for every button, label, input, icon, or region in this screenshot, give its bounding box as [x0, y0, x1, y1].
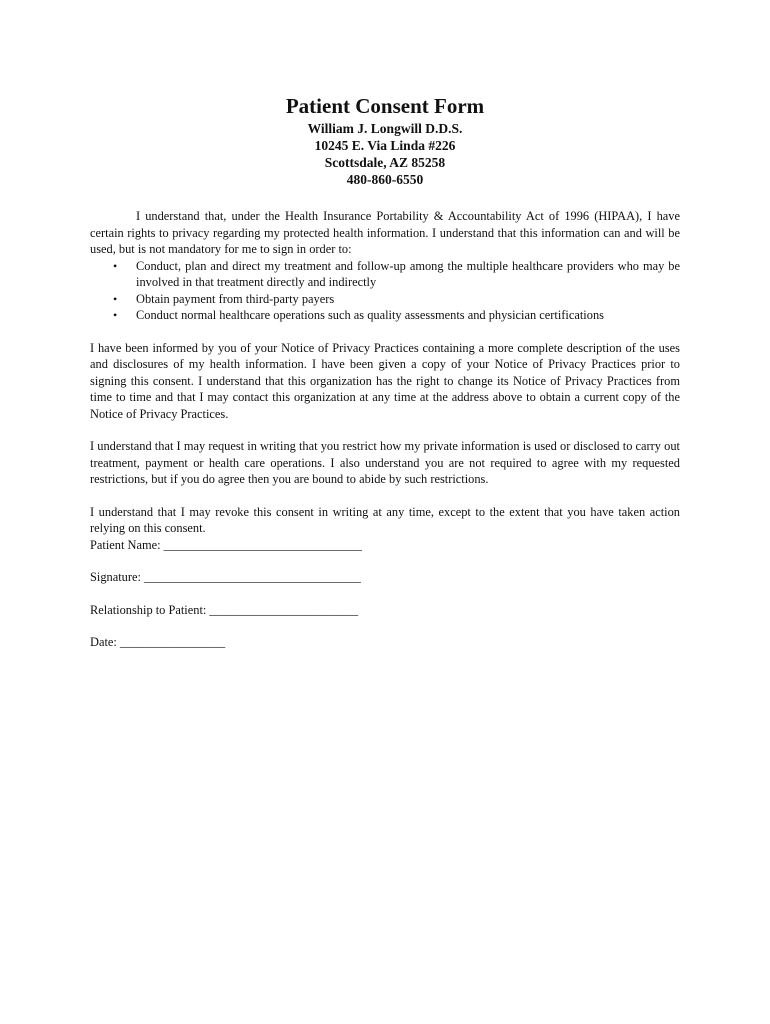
- notice-paragraph: I have been informed by you of your Notice of Privacy Practices containing a more complete description of the uses and disclosures of my health information. I have been given a copy of your Notice of Privacy Practices prior to signing this consent. I understand that this organization has the right to change its Notice of Privacy Practices from time to time and that I may contact this organization at any time at the address above to obtain a current copy of the Notice of Privacy Practices.: [90, 340, 680, 421]
- phone-number: 480-860-6550: [346, 172, 424, 187]
- bullet-icon: •: [113, 258, 118, 273]
- signature-field[interactable]: Signature: ___________________________________: [90, 570, 361, 584]
- revocation-paragraph: I understand that I may revoke this consent in writing at any time, except to the extent that you have taken action relying on this consent.: [90, 504, 680, 535]
- bullet-icon: •: [113, 291, 118, 306]
- form-title: Patient Consent Form: [285, 94, 485, 118]
- bullet-text: Obtain payment from third-party payers: [136, 291, 335, 306]
- bullet-text: Conduct normal healthcare operations such as quality assessments and physician certifications: [136, 308, 604, 322]
- bullet-text: Conduct, plan and direct my treatment and follow-up among the multiple healthcare providers who may be involved in that treatment directly and indirectly: [136, 258, 680, 289]
- intro-paragraph: I understand that, under the Health Insurance Portability & Accountability Act of 1996 (HIPAA), I have certain rights to privacy regarding my protected health information. I understand that this information can and will be used, but is not mandatory for me to sign in order to:: [90, 209, 680, 256]
- relationship-field[interactable]: Relationship to Patient: ________________________: [90, 602, 359, 617]
- address-line-1: 10245 E. Via Linda #226: [314, 138, 456, 153]
- usage-bullet-list: [90, 258, 680, 324]
- practitioner-name: William J. Longwill D.D.S.: [307, 121, 463, 136]
- list-item: [90, 291, 680, 308]
- list-item: [90, 258, 680, 291]
- list-item: [90, 307, 680, 324]
- date-field[interactable]: Date: _________________: [90, 635, 226, 649]
- consent-form-page: [90, 92, 680, 651]
- patient-name-field[interactable]: Patient Name: ________________________________: [90, 537, 362, 552]
- bullet-icon: •: [113, 308, 118, 322]
- restriction-paragraph: I understand that I may request in writing that you restrict how my private information is used or disclosed to carry out treatment, payment or health care operations. I also understand you are not required to agree with my requested restrictions, but if you do agree then you are bound to abide by such restrictions.: [90, 439, 680, 486]
- address-line-2: Scottsdale, AZ 85258: [324, 155, 446, 170]
